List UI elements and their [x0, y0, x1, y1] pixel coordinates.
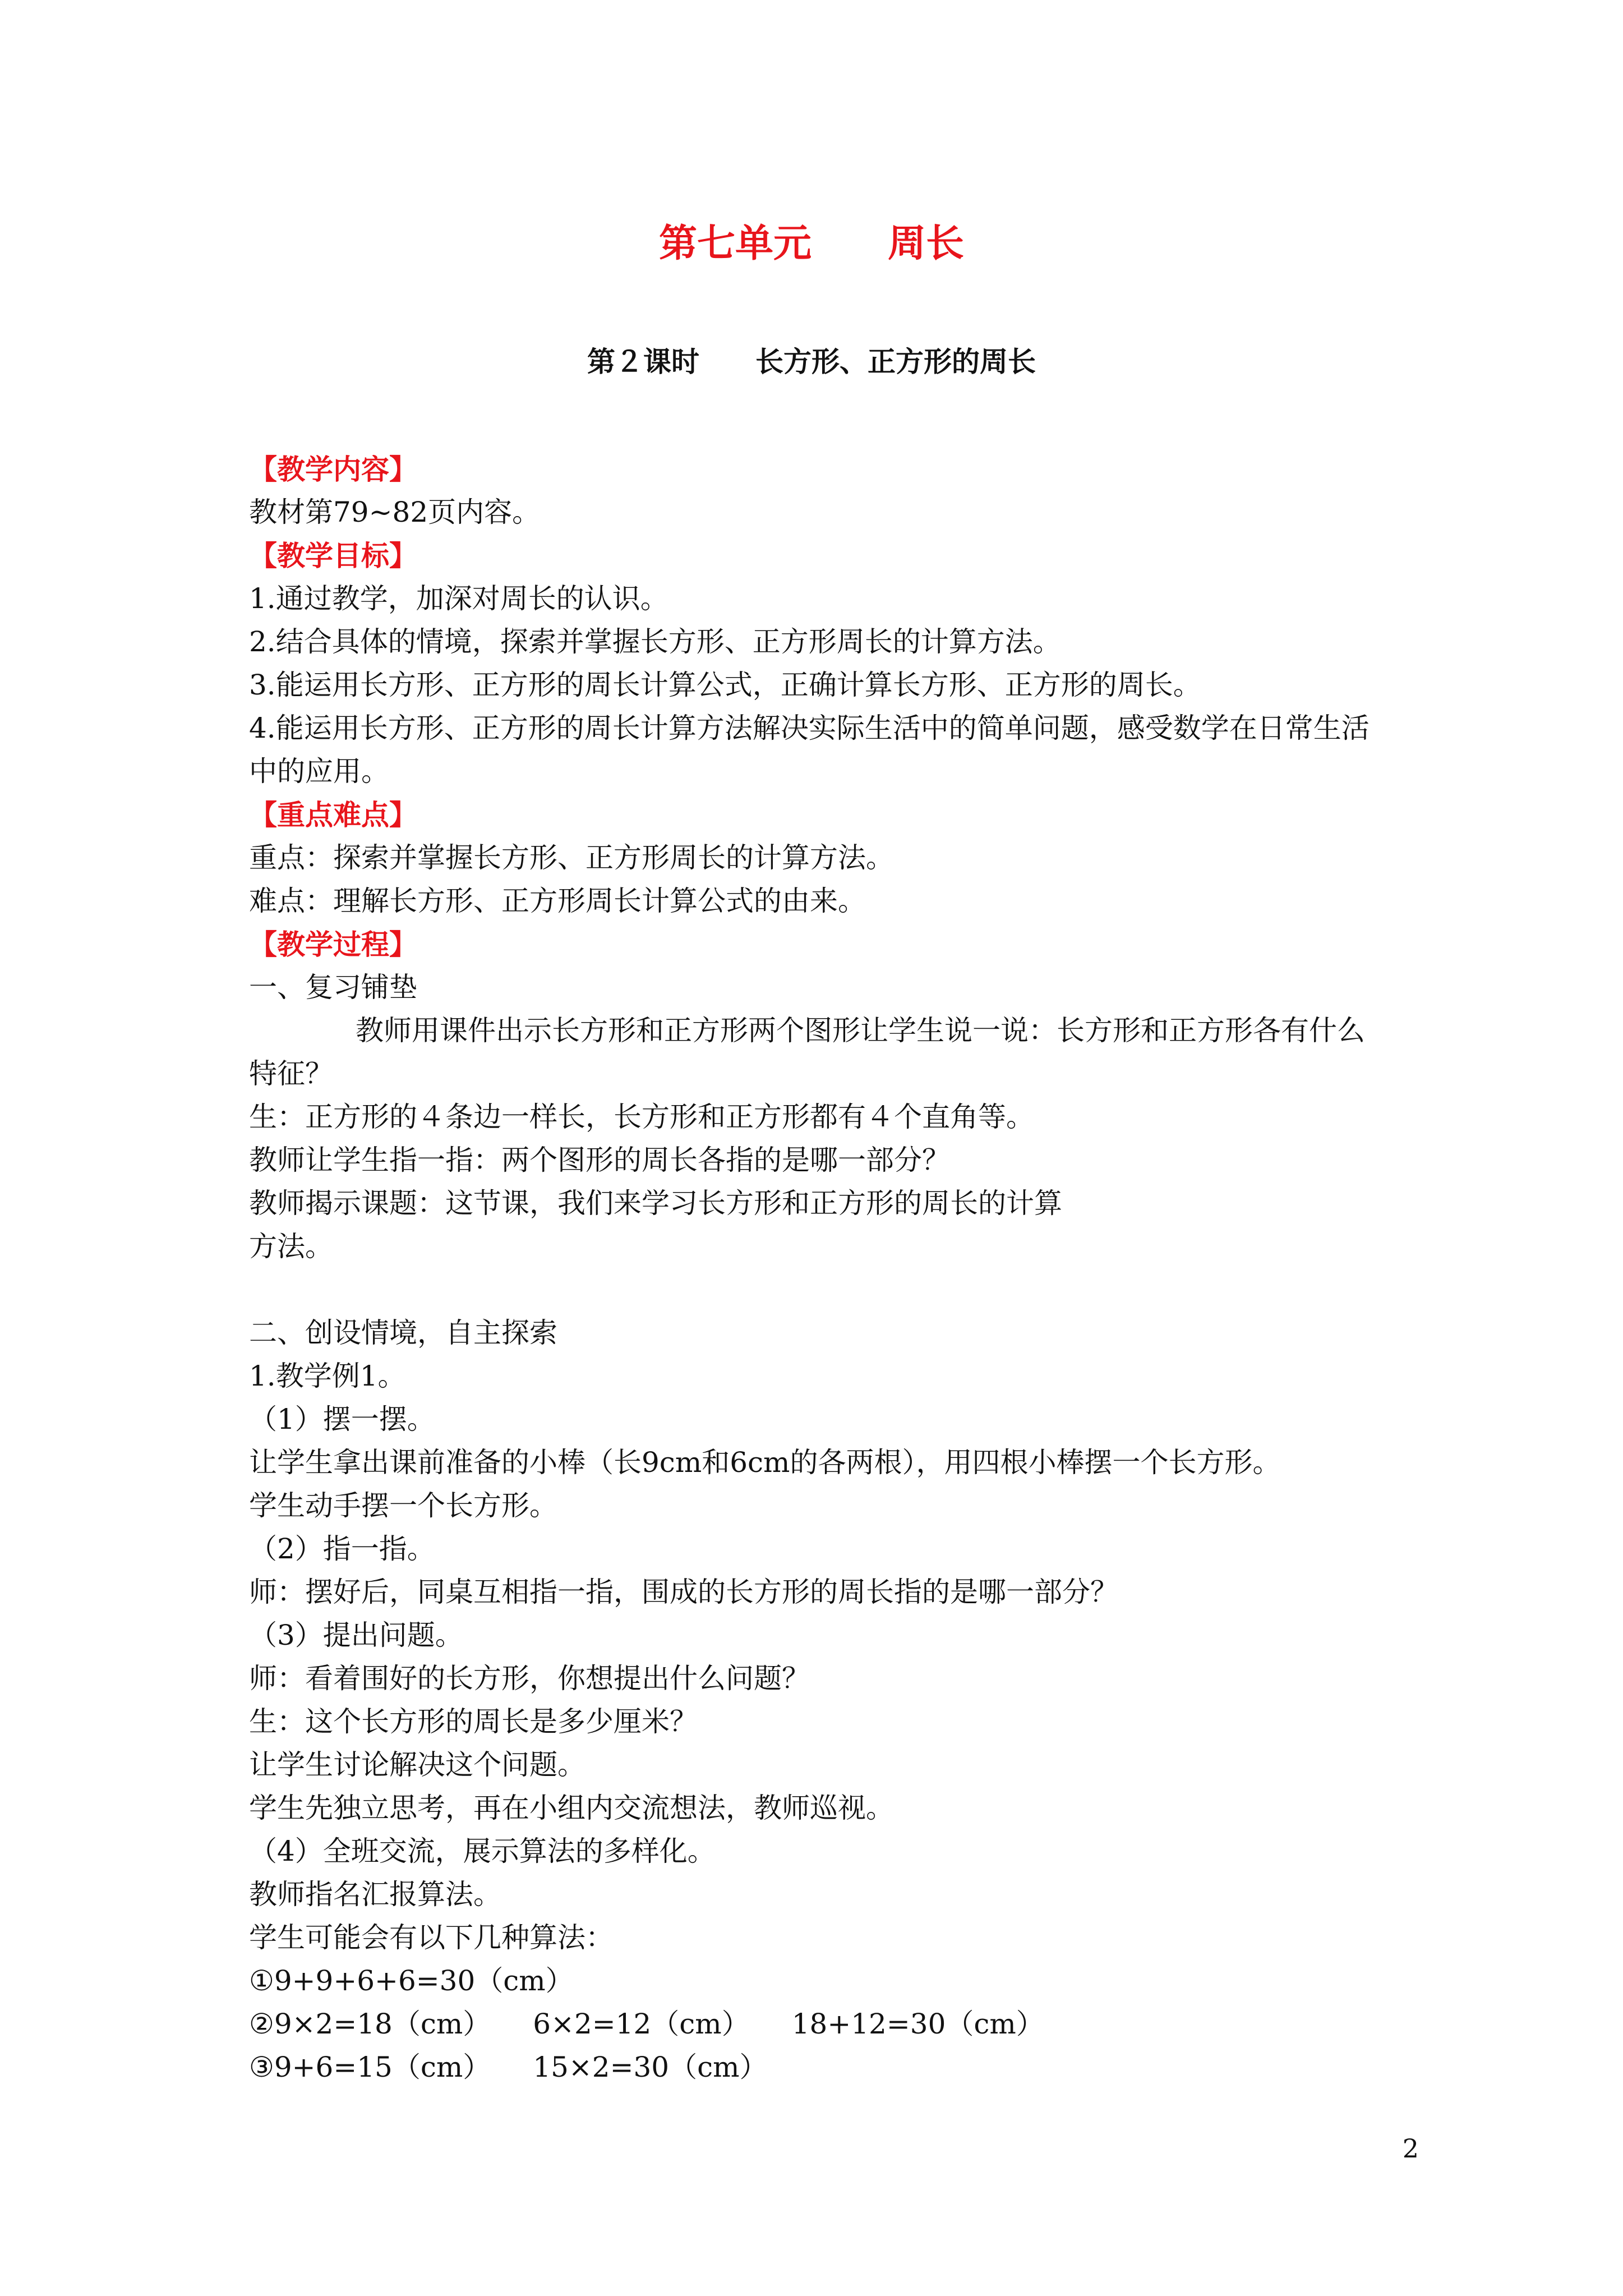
text-line: 学生可能会有以下几种算法：: [249, 1921, 614, 1954]
text-line: 教师指名汇报算法。: [249, 1878, 501, 1911]
page-number: 2: [1402, 2133, 1419, 2164]
text-line: 一、复习铺垫: [249, 971, 417, 1004]
text-line: 2.结合具体的情境，探索并掌握长方形、正方形周长的计算方法。: [249, 625, 1061, 658]
text-line: 师：看着围好的长方形，你想提出什么问题？: [249, 1662, 810, 1695]
text-line: ③9+6=15（cm） 15×2=30（cm）: [249, 2051, 768, 2083]
text-line: （1）摆一摆。: [249, 1403, 435, 1435]
text-line: 教师用课件出示长方形和正方形两个图形让学生说一说：长方形和正方形各有什么: [356, 1014, 1365, 1047]
text-line: 师：摆好后，同桌互相指一指，围成的长方形的周长指的是哪一部分？: [249, 1576, 1118, 1608]
text-line: 教材第79~82页内容。: [249, 496, 541, 528]
text-line: 4.能运用长方形、正方形的周长计算方法解决实际生活中的简单问题，感受数学在日常生活: [249, 712, 1370, 744]
text-line: 让学生讨论解决这个问题。: [249, 1749, 585, 1781]
text-line: （2）指一指。: [249, 1533, 435, 1565]
text-line: 让学生拿出课前准备的小棒（长9cm和6cm的各两根），用四根小棒摆一个长方形。: [249, 1446, 1281, 1479]
text-line: 教师让学生指一指：两个图形的周长各指的是哪一部分？: [249, 1144, 950, 1176]
section-heading: 【教学目标】: [249, 539, 417, 572]
text-line: 特征？: [249, 1057, 333, 1090]
text-line: 生：正方形的４条边一样长，长方形和正方形都有４个直角等。: [249, 1101, 1034, 1133]
document-body: [249, 448, 1404, 2089]
unit-title: 第七单元 周长: [658, 221, 964, 266]
text-line: ②9×2=18（cm） 6×2=12（cm） 18+12=30（cm）: [249, 2008, 1044, 2040]
text-line: 1.教学例1。: [249, 1360, 406, 1392]
section-heading: 【教学内容】: [249, 453, 417, 486]
text-line: 中的应用。: [249, 755, 389, 788]
blank-line: [249, 1268, 1404, 1312]
text-line: 1.通过教学，加深对周长的认识。: [249, 582, 668, 615]
section-heading: 【重点难点】: [249, 798, 417, 831]
text-line: （4）全班交流，展示算法的多样化。: [249, 1835, 716, 1867]
text-line: 教师揭示课题：这节课，我们来学习长方形和正方形的周长的计算: [249, 1187, 1062, 1220]
text-line: 生：这个长方形的周长是多少厘米？: [249, 1705, 698, 1738]
text-line: （3）提出问题。: [249, 1619, 463, 1651]
section-heading: 【教学过程】: [249, 928, 417, 961]
text-line: 重点：探索并掌握长方形、正方形周长的计算方法。: [249, 841, 894, 874]
text-line: 难点：理解长方形、正方形周长计算公式的由来。: [249, 885, 866, 917]
text-line: 3.能运用长方形、正方形的周长计算公式，正确计算长方形、正方形的周长。: [249, 669, 1201, 701]
text-line: ①9+9+6+6=30（cm）: [249, 1964, 574, 1997]
text-line: 方法。: [249, 1230, 333, 1263]
lesson-title: 第２课时 长方形、正方形的周长: [587, 345, 1036, 378]
text-line: 二、创设情境，自主探索: [249, 1317, 557, 1349]
text-line: 学生动手摆一个长方形。: [249, 1489, 557, 1522]
text-line: 学生先独立思考，再在小组内交流想法，教师巡视。: [249, 1792, 894, 1824]
